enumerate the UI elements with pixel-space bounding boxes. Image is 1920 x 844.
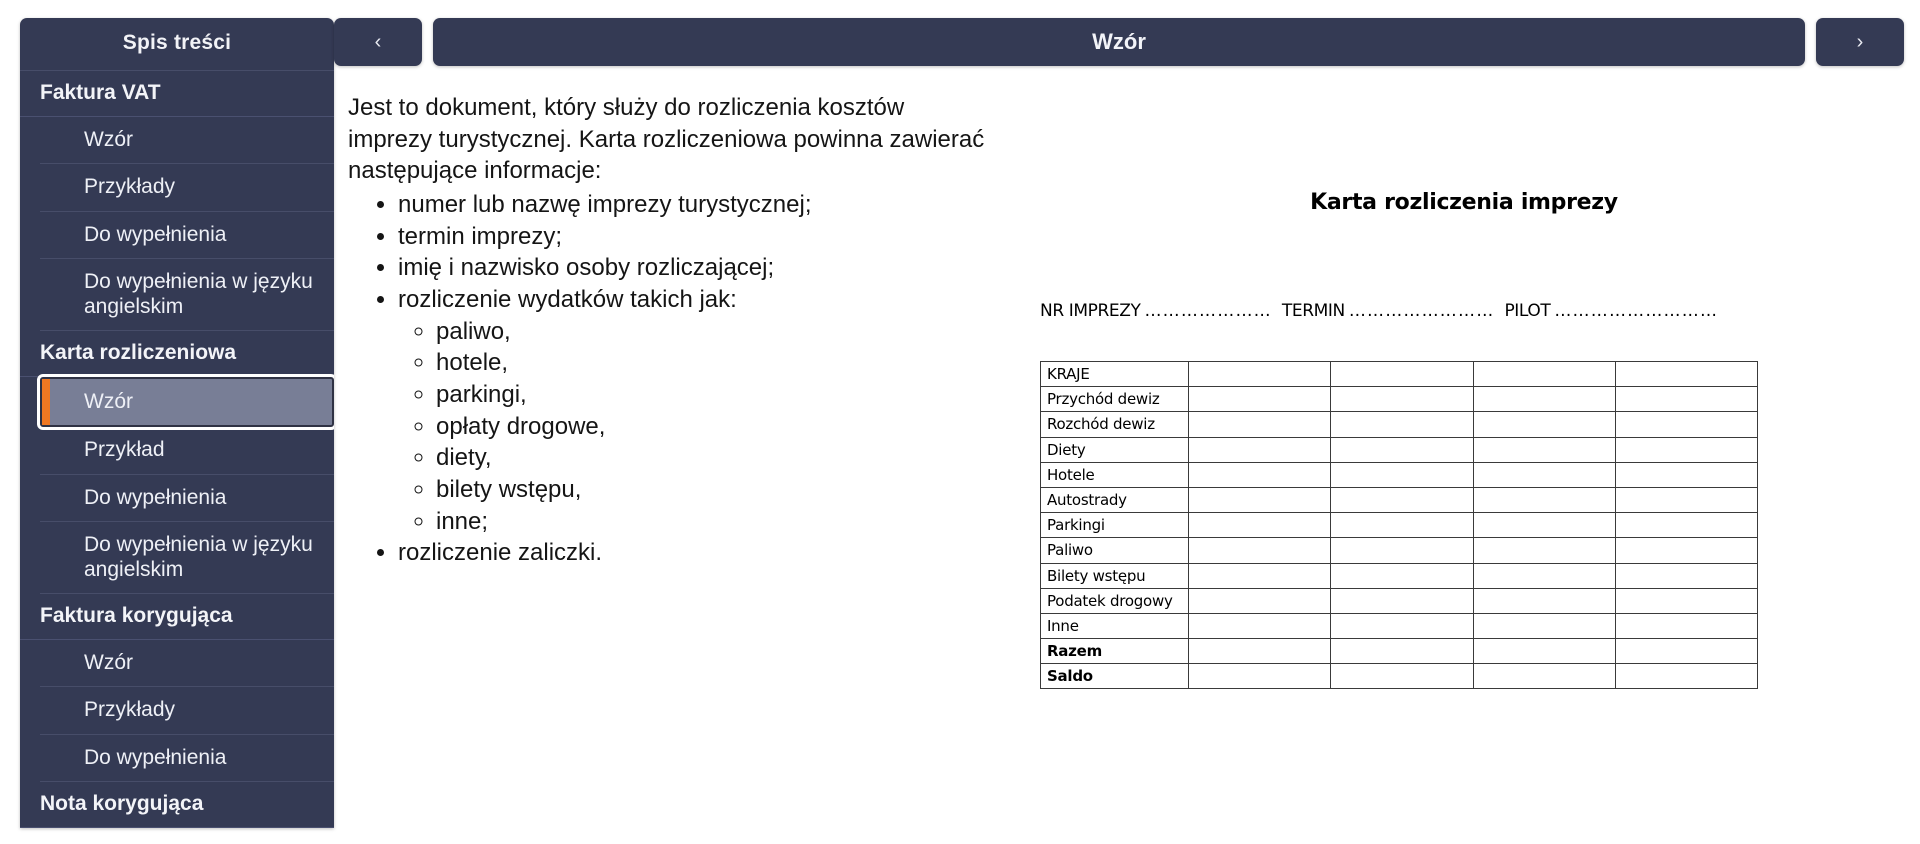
settlement-table-body <box>1041 362 1758 689</box>
table-row <box>1041 588 1758 613</box>
table-row <box>1041 664 1758 689</box>
table-cell-empty[interactable] <box>1189 412 1331 437</box>
sidebar-item-przykłady[interactable] <box>40 687 334 734</box>
table-cell-empty[interactable] <box>1189 437 1331 462</box>
table-cell-empty[interactable] <box>1331 462 1473 487</box>
table-cell-empty[interactable] <box>1615 387 1757 412</box>
table-row-label: Bilety wstępu <box>1041 563 1189 588</box>
sidebar-item-label: Do wypełnienia w języku angielskim <box>84 532 313 581</box>
table-cell-empty[interactable] <box>1473 437 1615 462</box>
table-row-label: Razem <box>1041 639 1189 664</box>
table-cell-empty[interactable] <box>1331 437 1473 462</box>
table-cell-empty[interactable] <box>1189 588 1331 613</box>
sub-bullet-item: ◦ paliwo, <box>436 316 994 348</box>
sub-bullet-item: ◦ opłaty drogowe, <box>436 411 994 443</box>
table-cell-empty[interactable] <box>1189 462 1331 487</box>
doc-field-label: NR IMPREZY <box>1040 301 1141 321</box>
table-cell-empty[interactable] <box>1331 664 1473 689</box>
intro-paragraph: Jest to dokument, który służy do rozliczenia kosztów imprezy turystycznej. Karta rozliczeniowa powinna zawierać następujące informacje: <box>348 94 985 185</box>
document-title: Karta rozliczenia imprezy <box>1310 190 1618 215</box>
table-row-label: Przychód dewiz <box>1041 387 1189 412</box>
doc-field-dots[interactable]: …………………… <box>1348 301 1495 321</box>
table-row-label: Parkingi <box>1041 513 1189 538</box>
sidebar-item-przykład[interactable] <box>40 427 334 474</box>
sidebar-item-do-wypełnienia[interactable] <box>40 212 334 259</box>
sidebar-title: Spis treści <box>20 18 334 71</box>
table-cell-empty[interactable] <box>1189 538 1331 563</box>
table-of-contents-sidebar <box>20 18 334 828</box>
content-columns <box>334 86 1904 689</box>
table-row-label: Paliwo <box>1041 538 1189 563</box>
sidebar-group-nota-korygująca[interactable]: Nota korygująca <box>20 782 334 828</box>
sidebar-item-do-wypełnienia-w-języku-angielskim[interactable] <box>40 522 334 594</box>
table-cell-empty[interactable] <box>1615 462 1757 487</box>
table-row <box>1041 387 1758 412</box>
table-cell-empty[interactable] <box>1473 362 1615 387</box>
table-row <box>1041 487 1758 512</box>
table-cell-empty[interactable] <box>1473 538 1615 563</box>
table-row <box>1041 538 1758 563</box>
table-row <box>1041 362 1758 387</box>
table-cell-empty[interactable] <box>1473 588 1615 613</box>
table-cell-empty[interactable] <box>1189 362 1331 387</box>
table-row-label: Saldo <box>1041 664 1189 689</box>
table-cell-empty[interactable] <box>1615 613 1757 638</box>
table-cell-empty[interactable] <box>1331 613 1473 638</box>
main-area <box>334 0 1920 844</box>
doc-field-label: PILOT <box>1504 301 1551 321</box>
sidebar-container <box>0 0 334 844</box>
page-title: Wzór <box>433 18 1805 66</box>
expense-sublist <box>398 316 994 538</box>
sidebar-item-label: Do wypełnienia <box>84 485 227 509</box>
bullet-item: • rozliczenie wydatków takich jak: ◦ paliwo, ◦ hotele, ◦ parkingi, ◦ opłaty drogowe, ◦ diety, ◦ bilety wstępu, ◦ inne; <box>398 284 994 537</box>
table-cell-empty[interactable] <box>1615 513 1757 538</box>
table-cell-empty[interactable] <box>1189 487 1331 512</box>
bullet-item: • numer lub nazwę imprezy turystycznej; <box>398 189 994 221</box>
sidebar-item-wzór[interactable] <box>40 377 334 427</box>
sub-bullet-item: ◦ diety, <box>436 442 994 474</box>
document-header-fields <box>1040 301 1904 321</box>
table-cell-empty[interactable] <box>1331 563 1473 588</box>
doc-field-dots[interactable]: ………………… <box>1144 301 1272 321</box>
table-row <box>1041 613 1758 638</box>
document-preview <box>994 86 1904 689</box>
sub-bullet-item: ◦ parkingi, <box>436 379 994 411</box>
table-cell-empty[interactable] <box>1615 412 1757 437</box>
table-cell-empty[interactable] <box>1615 538 1757 563</box>
sidebar-item-wzór[interactable] <box>40 117 334 164</box>
top-navigation-bar <box>334 18 1904 66</box>
table-cell-empty[interactable] <box>1331 538 1473 563</box>
table-row <box>1041 639 1758 664</box>
table-cell-empty[interactable] <box>1189 513 1331 538</box>
table-cell-empty[interactable] <box>1615 437 1757 462</box>
table-cell-empty[interactable] <box>1473 563 1615 588</box>
sidebar-group-faktura-korygująca[interactable]: Faktura korygująca <box>20 594 334 640</box>
sidebar-item-label: Do wypełnienia <box>84 745 227 769</box>
table-cell-empty[interactable] <box>1331 362 1473 387</box>
sidebar-item-label: Do wypełnienia <box>84 222 227 246</box>
table-cell-empty[interactable] <box>1331 639 1473 664</box>
sidebar-item-label: Przykłady <box>84 175 176 199</box>
table-row-label: KRAJE <box>1041 362 1189 387</box>
table-cell-empty[interactable] <box>1473 664 1615 689</box>
table-cell-empty[interactable] <box>1331 513 1473 538</box>
table-cell-empty[interactable] <box>1615 563 1757 588</box>
previous-page-button[interactable]: ‹ <box>334 18 422 66</box>
table-cell-empty[interactable] <box>1615 362 1757 387</box>
table-cell-empty[interactable] <box>1331 588 1473 613</box>
sidebar-item-label: Przykład <box>84 438 165 462</box>
table-cell-empty[interactable] <box>1615 639 1757 664</box>
table-row <box>1041 563 1758 588</box>
requirements-bullet-list <box>348 189 994 569</box>
next-page-button[interactable]: › <box>1816 18 1904 66</box>
table-cell-empty[interactable] <box>1473 639 1615 664</box>
doc-field-dots[interactable]: ……………………… <box>1554 301 1719 321</box>
table-row <box>1041 462 1758 487</box>
sidebar-item-label: Wzór <box>84 390 133 414</box>
sidebar-item-label: Wzór <box>84 651 133 675</box>
table-row-label: Rozchód dewiz <box>1041 412 1189 437</box>
bullet-item-last: • rozliczenie zaliczki. <box>398 537 994 569</box>
sidebar-item-label: Do wypełnienia w języku angielskim <box>84 269 313 318</box>
sidebar-item-do-wypełnienia[interactable] <box>40 735 334 782</box>
sub-bullet-item: ◦ hotele, <box>436 347 994 379</box>
table-cell-empty[interactable] <box>1331 387 1473 412</box>
table-row-label: Podatek drogowy <box>1041 588 1189 613</box>
sidebar-item-do-wypełnienia[interactable] <box>40 475 334 522</box>
table-cell-empty[interactable] <box>1189 613 1331 638</box>
table-cell-empty[interactable] <box>1615 664 1757 689</box>
sidebar-item-przykłady[interactable] <box>40 164 334 211</box>
sidebar-item-do-wypełnienia-w-języku-angielskim[interactable] <box>40 259 334 331</box>
bullet-item: • imię i nazwisko osoby rozliczającej; <box>398 252 994 284</box>
table-row-label: Diety <box>1041 437 1189 462</box>
table-cell-empty[interactable] <box>1615 588 1757 613</box>
table-cell-empty[interactable] <box>1189 387 1331 412</box>
sidebar-group-karta-rozliczeniowa[interactable]: Karta rozliczeniowa <box>20 331 334 377</box>
bullet-item: • termin imprezy; <box>398 221 994 253</box>
table-cell-empty[interactable] <box>1189 563 1331 588</box>
table-cell-empty[interactable] <box>1473 613 1615 638</box>
sidebar-item-wzór[interactable] <box>40 640 334 687</box>
sidebar-item-label: Przykłady <box>84 698 176 722</box>
doc-field-label: TERMIN <box>1281 301 1345 321</box>
table-row-label: Hotele <box>1041 462 1189 487</box>
table-row-label: Autostrady <box>1041 487 1189 512</box>
table-cell-empty[interactable] <box>1473 462 1615 487</box>
table-row <box>1041 412 1758 437</box>
sub-bullet-item: ◦ bilety wstępu, <box>436 474 994 506</box>
table-row <box>1041 513 1758 538</box>
table-cell-empty[interactable] <box>1189 639 1331 664</box>
sidebar-item-label: Wzór <box>84 128 133 152</box>
table-cell-empty[interactable] <box>1473 487 1615 512</box>
table-cell-empty[interactable] <box>1473 412 1615 437</box>
table-cell-empty[interactable] <box>1331 487 1473 512</box>
table-cell-empty[interactable] <box>1189 664 1331 689</box>
sub-bullet-item: ◦ inne; <box>436 506 994 538</box>
sidebar-items-list <box>20 71 334 828</box>
settlement-table <box>1040 361 1758 689</box>
table-cell-empty[interactable] <box>1473 513 1615 538</box>
description-text-block <box>334 86 994 569</box>
sidebar-group-faktura-vat[interactable]: Faktura VAT <box>20 71 334 117</box>
table-row <box>1041 437 1758 462</box>
table-cell-empty[interactable] <box>1331 412 1473 437</box>
table-cell-empty[interactable] <box>1473 387 1615 412</box>
table-cell-empty[interactable] <box>1615 487 1757 512</box>
table-row-label: Inne <box>1041 613 1189 638</box>
